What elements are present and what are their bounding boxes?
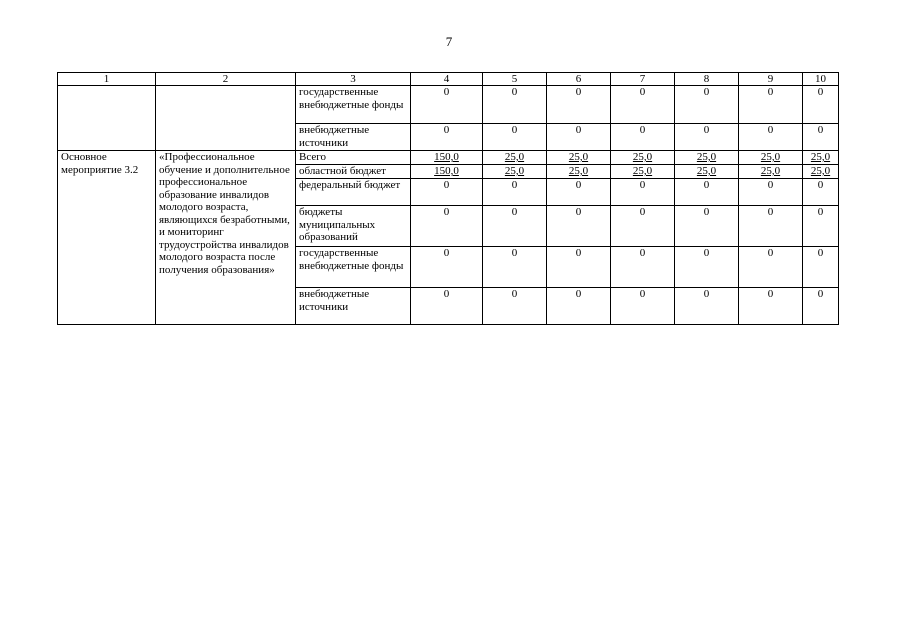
value-cell: 0 xyxy=(411,86,483,124)
value-cell: 25,0 xyxy=(547,151,611,165)
value-cell: 0 xyxy=(675,86,739,124)
value-cell: 0 xyxy=(739,288,803,325)
value-cell: 0 xyxy=(739,247,803,288)
value-cell: 0 xyxy=(411,288,483,325)
funding-source: внебюджетные источники xyxy=(296,124,411,151)
header-cell: 1 xyxy=(58,73,156,86)
value-cell: 0 xyxy=(411,206,483,247)
funding-source: внебюджетные источники xyxy=(296,288,411,325)
value-cell: 0 xyxy=(483,124,547,151)
value-cell: 0 xyxy=(611,124,675,151)
empty-cell xyxy=(156,86,296,151)
page-number: 7 xyxy=(445,34,453,49)
value-cell: 25,0 xyxy=(483,151,547,165)
value-cell: 0 xyxy=(547,206,611,247)
funding-source: государственные внебюджетные фонды xyxy=(296,86,411,124)
funding-source: государственные внебюджетные фонды xyxy=(296,247,411,288)
header-cell: 8 xyxy=(675,73,739,86)
header-cell: 9 xyxy=(739,73,803,86)
header-cell: 3 xyxy=(296,73,411,86)
value-cell: 0 xyxy=(739,179,803,206)
value-cell: 0 xyxy=(675,247,739,288)
value-cell: 0 xyxy=(483,247,547,288)
value-cell: 0 xyxy=(483,179,547,206)
value-cell: 0 xyxy=(739,124,803,151)
header-cell: 10 xyxy=(803,73,839,86)
value-cell: 25,0 xyxy=(611,151,675,165)
value-cell: 25,0 xyxy=(547,165,611,179)
value-cell: 0 xyxy=(675,206,739,247)
value-cell: 25,0 xyxy=(483,165,547,179)
value-cell: 0 xyxy=(803,247,839,288)
header-cell: 5 xyxy=(483,73,547,86)
value-cell: 25,0 xyxy=(803,151,839,165)
funding-source: федеральный бюджет xyxy=(296,179,411,206)
value-cell: 0 xyxy=(411,124,483,151)
value-cell: 0 xyxy=(611,288,675,325)
value-cell: 0 xyxy=(483,206,547,247)
value-cell: 0 xyxy=(547,86,611,124)
header-cell: 7 xyxy=(611,73,675,86)
header-cell: 4 xyxy=(411,73,483,86)
value-cell: 0 xyxy=(739,206,803,247)
empty-cell xyxy=(58,86,156,151)
value-cell: 25,0 xyxy=(675,151,739,165)
value-cell: 25,0 xyxy=(739,165,803,179)
value-cell: 0 xyxy=(803,206,839,247)
value-cell: 0 xyxy=(483,288,547,325)
budget-table xyxy=(57,72,839,325)
value-cell: 0 xyxy=(547,247,611,288)
measure-name: Основное мероприятие 3.2 xyxy=(58,151,156,325)
table-row xyxy=(58,151,839,165)
measure-title: «Профессиональное обучение и дополнительное профессиональное образование инвалидов молодого возраста, являющихся безработными, и мониторинг трудоустройства инвалидов молодого возраста после получения образования» xyxy=(156,151,296,325)
value-cell: 0 xyxy=(803,86,839,124)
value-cell: 0 xyxy=(547,179,611,206)
value-cell: 0 xyxy=(675,179,739,206)
value-cell: 0 xyxy=(803,288,839,325)
value-cell: 0 xyxy=(675,124,739,151)
value-cell: 0 xyxy=(411,247,483,288)
value-cell: 25,0 xyxy=(803,165,839,179)
value-cell: 0 xyxy=(611,206,675,247)
value-cell: 0 xyxy=(547,288,611,325)
header-cell: 2 xyxy=(156,73,296,86)
value-cell: 25,0 xyxy=(611,165,675,179)
value-cell: 0 xyxy=(547,124,611,151)
value-cell: 150,0 xyxy=(411,165,483,179)
header-row xyxy=(58,73,839,86)
funding-source: бюджеты муниципальных образований xyxy=(296,206,411,247)
value-cell: 0 xyxy=(803,179,839,206)
value-cell: 150,0 xyxy=(411,151,483,165)
value-cell: 0 xyxy=(611,247,675,288)
funding-source: областной бюджет xyxy=(296,165,411,179)
value-cell: 0 xyxy=(483,86,547,124)
table-row xyxy=(58,86,839,124)
value-cell: 0 xyxy=(611,179,675,206)
value-cell: 25,0 xyxy=(675,165,739,179)
header-cell: 6 xyxy=(547,73,611,86)
value-cell: 0 xyxy=(675,288,739,325)
value-cell: 0 xyxy=(611,86,675,124)
value-cell: 25,0 xyxy=(739,151,803,165)
value-cell: 0 xyxy=(739,86,803,124)
value-cell: 0 xyxy=(411,179,483,206)
funding-source: Всего xyxy=(296,151,411,165)
value-cell: 0 xyxy=(803,124,839,151)
